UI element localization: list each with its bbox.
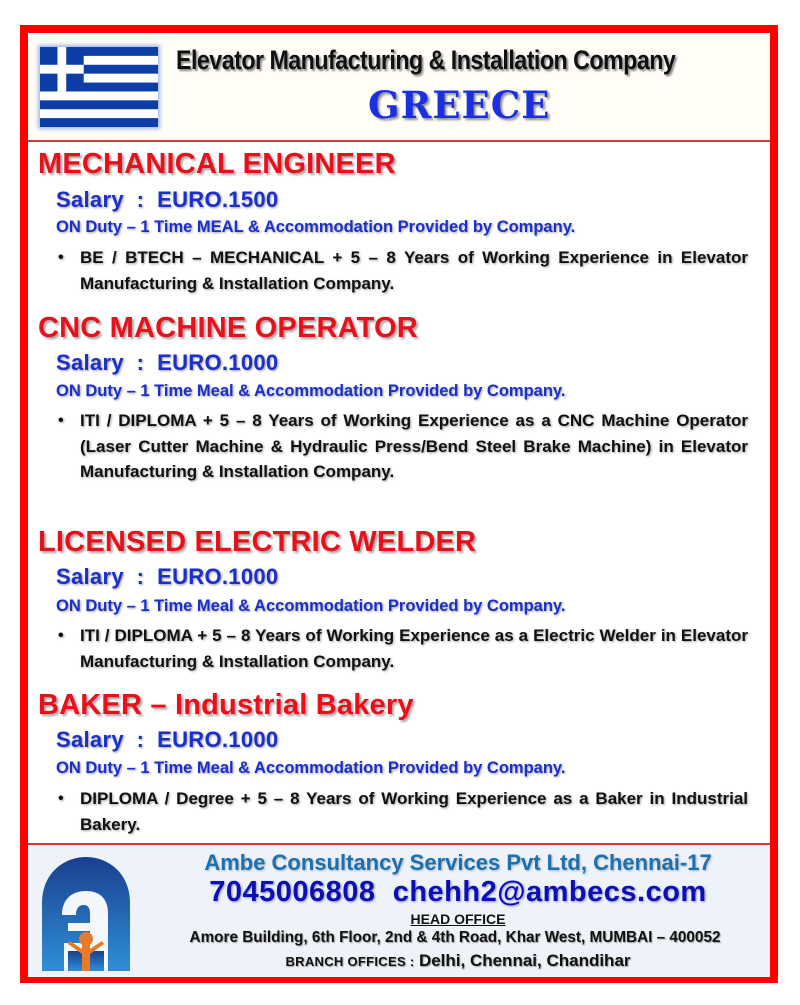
poster-header (28, 33, 770, 142)
job-benefits: ON Duty – 1 Time Meal & Accommodation Provided by Company. (56, 597, 566, 615)
job-salary: Salary : EURO.1500 (56, 187, 279, 212)
branch-offices-label: BRANCH OFFICES : (285, 954, 415, 969)
job-requirements (58, 408, 748, 485)
job-benefits: ON Duty – 1 Time Meal & Accommodation Provided by Company. (56, 382, 566, 400)
consultancy-name: Ambe Consultancy Services Pvt Ltd, Chennai-17 (204, 850, 712, 875)
head-office-label: HEAD OFFICE (410, 911, 506, 927)
job-requirements (58, 245, 748, 296)
country-title: GREECE (368, 83, 551, 127)
job-benefits: ON Duty – 1 Time Meal & Accommodation Provided by Company. (56, 759, 566, 777)
bullet-icon: • (58, 412, 64, 429)
job-title: MECHANICAL ENGINEER (38, 148, 396, 180)
job-benefits: ON Duty – 1 Time MEAL & Accommodation Provided by Company. (56, 218, 576, 236)
company-type-title: Elevator Manufacturing & Installation Company (176, 45, 676, 75)
phone-number[interactable]: 7045006808 (209, 876, 376, 908)
requirements-text: ITI / DIPLOMA + 5 – 8 Years of Working Experience as a Electric Welder in Elevator Manufacturing & Installation Company. (80, 626, 748, 671)
contact-footer (28, 843, 770, 977)
requirements-text: BE / BTECH – MECHANICAL + 5 – 8 Years of Working Experience in Elevator Manufacturing & Installation Company. (80, 248, 748, 293)
greece-flag-icon (40, 47, 158, 127)
job-title: BAKER – Industrial Bakery (38, 689, 414, 721)
bullet-icon: • (58, 249, 64, 266)
job-title: CNC MACHINE OPERATOR (38, 312, 418, 344)
job-requirements (58, 786, 748, 837)
job-listings (28, 142, 770, 842)
branch-offices-list: Delhi, Chennai, Chandihar (418, 951, 631, 970)
requirements-text: ITI / DIPLOMA + 5 – 8 Years of Working Experience as a CNC Machine Operator (Laser Cutter Machine & Hydraulic Press/Bend Steel Brake Machine) in Elevator Manufacturing & Installation Company. (80, 411, 748, 481)
branch-offices (146, 951, 770, 971)
bullet-icon: • (58, 790, 64, 807)
requirements-text: DIPLOMA / Degree + 5 – 8 Years of Working Experience as a Baker in Industrial Bakery. (80, 789, 748, 834)
job-salary: Salary : EURO.1000 (56, 564, 279, 589)
head-office-address: Amore Building, 6th Floor, 2nd & 4th Road, Khar West, MUMBAI – 400052 (189, 929, 721, 946)
job-salary: Salary : EURO.1000 (56, 727, 279, 752)
poster-frame (20, 25, 778, 983)
job-requirements (58, 623, 748, 674)
email-address[interactable]: chehh2@ambecs.com (392, 876, 707, 908)
bullet-icon: • (58, 627, 64, 644)
ambe-logo-icon (38, 855, 134, 971)
contact-line (146, 876, 770, 909)
job-salary: Salary : EURO.1000 (56, 350, 279, 375)
job-title: LICENSED ELECTRIC WELDER (38, 526, 477, 558)
